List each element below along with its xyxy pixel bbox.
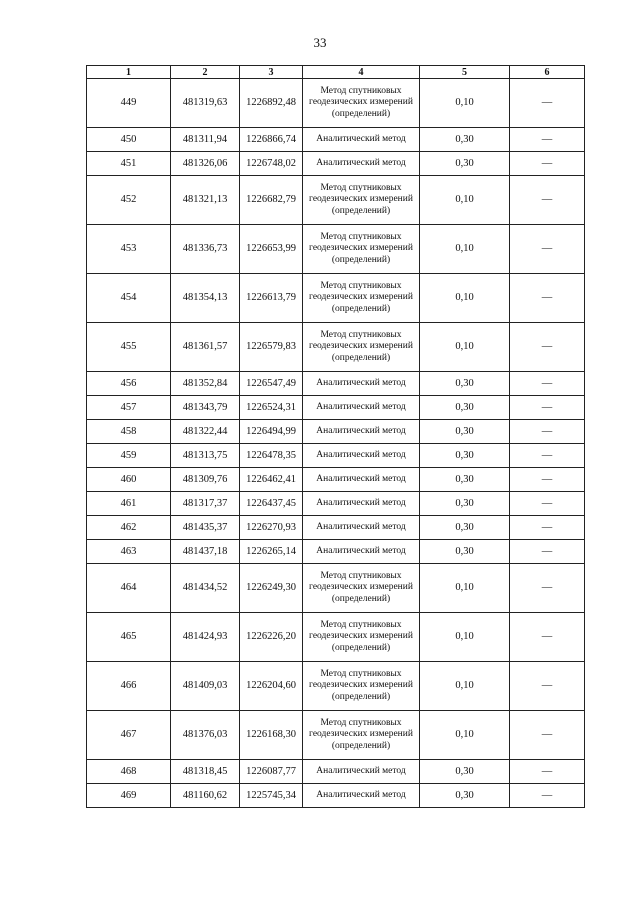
x-coordinate-cell: 481311,94 <box>171 128 240 152</box>
x-coordinate-cell: 481319,63 <box>171 79 240 128</box>
x-coordinate-cell: 481317,37 <box>171 492 240 516</box>
y-coordinate-cell: 1226249,30 <box>240 564 303 613</box>
note-cell <box>510 711 585 760</box>
y-coordinate-cell: 1226892,48 <box>240 79 303 128</box>
point-number-cell: 451 <box>87 152 171 176</box>
dash-mark: — <box>541 341 553 353</box>
column-header: 5 <box>420 66 510 79</box>
method-cell: Аналитический метод <box>303 420 420 444</box>
dash-mark: — <box>541 582 553 594</box>
point-number-cell: 454 <box>87 274 171 323</box>
x-coordinate-cell: 481326,06 <box>171 152 240 176</box>
y-coordinate-cell: 1226226,20 <box>240 613 303 662</box>
method-cell: Метод спутниковых геодезических измерений (определений) <box>303 79 420 128</box>
note-cell <box>510 516 585 540</box>
method-cell: Метод спутниковых геодезических измерений (определений) <box>303 564 420 613</box>
y-coordinate-cell: 1226547,49 <box>240 372 303 396</box>
table-row <box>87 372 585 396</box>
table-row <box>87 152 585 176</box>
method-cell: Аналитический метод <box>303 784 420 808</box>
table-row <box>87 468 585 492</box>
point-number-cell: 456 <box>87 372 171 396</box>
point-number-cell: 460 <box>87 468 171 492</box>
table-row <box>87 79 585 128</box>
y-coordinate-cell: 1226168,30 <box>240 711 303 760</box>
accuracy-cell: 0,30 <box>420 128 510 152</box>
note-cell <box>510 540 585 564</box>
table-row <box>87 564 585 613</box>
method-cell: Метод спутниковых геодезических измерений (определений) <box>303 613 420 662</box>
method-cell: Аналитический метод <box>303 468 420 492</box>
dash-mark: — <box>541 401 553 413</box>
method-cell: Аналитический метод <box>303 152 420 176</box>
method-cell: Метод спутниковых геодезических измерений (определений) <box>303 662 420 711</box>
point-number-cell: 450 <box>87 128 171 152</box>
x-coordinate-cell: 481424,93 <box>171 613 240 662</box>
page-number: 33 <box>313 35 327 50</box>
table-row <box>87 176 585 225</box>
y-coordinate-cell: 1226204,60 <box>240 662 303 711</box>
note-cell <box>510 396 585 420</box>
note-cell <box>510 444 585 468</box>
note-cell <box>510 176 585 225</box>
column-header: 1 <box>87 66 171 79</box>
table-row <box>87 225 585 274</box>
x-coordinate-cell: 481354,13 <box>171 274 240 323</box>
x-coordinate-cell: 481321,13 <box>171 176 240 225</box>
dash-mark: — <box>541 789 553 801</box>
x-coordinate-cell: 481376,03 <box>171 711 240 760</box>
y-coordinate-cell: 1226478,35 <box>240 444 303 468</box>
dash-mark: — <box>541 521 553 533</box>
table-row <box>87 540 585 564</box>
y-coordinate-cell: 1226087,77 <box>240 760 303 784</box>
y-coordinate-cell: 1226265,14 <box>240 540 303 564</box>
method-cell: Аналитический метод <box>303 372 420 396</box>
note-cell <box>510 79 585 128</box>
x-coordinate-cell: 481313,75 <box>171 444 240 468</box>
y-coordinate-cell: 1226524,31 <box>240 396 303 420</box>
method-cell: Метод спутниковых геодезических измерений (определений) <box>303 225 420 274</box>
table-row <box>87 516 585 540</box>
point-number-cell: 465 <box>87 613 171 662</box>
point-number-cell: 467 <box>87 711 171 760</box>
note-cell <box>510 225 585 274</box>
point-number-cell: 449 <box>87 79 171 128</box>
method-cell: Метод спутниковых геодезических измерений (определений) <box>303 711 420 760</box>
dash-mark: — <box>541 545 553 557</box>
table-row <box>87 613 585 662</box>
dash-mark: — <box>541 157 553 169</box>
point-number-cell: 461 <box>87 492 171 516</box>
table-row <box>87 711 585 760</box>
y-coordinate-cell: 1226494,99 <box>240 420 303 444</box>
column-header: 2 <box>171 66 240 79</box>
x-coordinate-cell: 481309,76 <box>171 468 240 492</box>
x-coordinate-cell: 481437,18 <box>171 540 240 564</box>
note-cell <box>510 372 585 396</box>
accuracy-cell: 0,10 <box>420 662 510 711</box>
method-cell: Аналитический метод <box>303 444 420 468</box>
y-coordinate-cell: 1225745,34 <box>240 784 303 808</box>
x-coordinate-cell: 481409,03 <box>171 662 240 711</box>
note-cell <box>510 613 585 662</box>
accuracy-cell: 0,30 <box>420 516 510 540</box>
dash-mark: — <box>541 377 553 389</box>
note-cell <box>510 492 585 516</box>
method-cell: Аналитический метод <box>303 760 420 784</box>
x-coordinate-cell: 481318,45 <box>171 760 240 784</box>
point-number-cell: 458 <box>87 420 171 444</box>
dash-mark: — <box>541 729 553 741</box>
method-cell: Аналитический метод <box>303 492 420 516</box>
accuracy-cell: 0,10 <box>420 176 510 225</box>
table-row <box>87 784 585 808</box>
note-cell <box>510 420 585 444</box>
column-header: 3 <box>240 66 303 79</box>
dash-mark: — <box>541 425 553 437</box>
dash-mark: — <box>541 765 553 777</box>
accuracy-cell: 0,10 <box>420 79 510 128</box>
x-coordinate-cell: 481352,84 <box>171 372 240 396</box>
dash-mark: — <box>541 680 553 692</box>
accuracy-cell: 0,10 <box>420 711 510 760</box>
point-number-cell: 463 <box>87 540 171 564</box>
column-header: 4 <box>303 66 420 79</box>
x-coordinate-cell: 481322,44 <box>171 420 240 444</box>
table-row <box>87 662 585 711</box>
dash-mark: — <box>541 497 553 509</box>
accuracy-cell: 0,10 <box>420 274 510 323</box>
x-coordinate-cell: 481336,73 <box>171 225 240 274</box>
point-number-cell: 457 <box>87 396 171 420</box>
dash-mark: — <box>541 194 553 206</box>
accuracy-cell: 0,10 <box>420 613 510 662</box>
note-cell <box>510 152 585 176</box>
y-coordinate-cell: 1226748,02 <box>240 152 303 176</box>
y-coordinate-cell: 1226866,74 <box>240 128 303 152</box>
point-number-cell: 462 <box>87 516 171 540</box>
dash-mark: — <box>541 243 553 255</box>
table-row <box>87 396 585 420</box>
accuracy-cell: 0,30 <box>420 444 510 468</box>
y-coordinate-cell: 1226270,93 <box>240 516 303 540</box>
table-row <box>87 492 585 516</box>
method-cell: Аналитический метод <box>303 128 420 152</box>
accuracy-cell: 0,10 <box>420 323 510 372</box>
accuracy-cell: 0,30 <box>420 468 510 492</box>
x-coordinate-cell: 481343,79 <box>171 396 240 420</box>
note-cell <box>510 760 585 784</box>
note-cell <box>510 468 585 492</box>
point-number-cell: 469 <box>87 784 171 808</box>
note-cell <box>510 662 585 711</box>
accuracy-cell: 0,30 <box>420 396 510 420</box>
accuracy-cell: 0,30 <box>420 784 510 808</box>
table-row <box>87 420 585 444</box>
y-coordinate-cell: 1226613,79 <box>240 274 303 323</box>
method-cell: Метод спутниковых геодезических измерений (определений) <box>303 274 420 323</box>
table-body <box>87 79 585 808</box>
coordinates-table <box>86 65 585 808</box>
y-coordinate-cell: 1226579,83 <box>240 323 303 372</box>
x-coordinate-cell: 481434,52 <box>171 564 240 613</box>
point-number-cell: 464 <box>87 564 171 613</box>
y-coordinate-cell: 1226653,99 <box>240 225 303 274</box>
x-coordinate-cell: 481160,62 <box>171 784 240 808</box>
dash-mark: — <box>541 473 553 485</box>
method-cell: Метод спутниковых геодезических измерений (определений) <box>303 176 420 225</box>
table-row <box>87 760 585 784</box>
accuracy-cell: 0,30 <box>420 152 510 176</box>
note-cell <box>510 128 585 152</box>
table-header-row <box>87 66 585 79</box>
note-cell <box>510 274 585 323</box>
column-header: 6 <box>510 66 585 79</box>
accuracy-cell: 0,10 <box>420 564 510 613</box>
note-cell <box>510 784 585 808</box>
point-number-cell: 468 <box>87 760 171 784</box>
table-row <box>87 274 585 323</box>
table-row <box>87 128 585 152</box>
dash-mark: — <box>541 631 553 643</box>
x-coordinate-cell: 481435,37 <box>171 516 240 540</box>
point-number-cell: 459 <box>87 444 171 468</box>
method-cell: Аналитический метод <box>303 540 420 564</box>
accuracy-cell: 0,30 <box>420 540 510 564</box>
y-coordinate-cell: 1226462,41 <box>240 468 303 492</box>
dash-mark: — <box>541 97 553 109</box>
method-cell: Аналитический метод <box>303 516 420 540</box>
note-cell <box>510 323 585 372</box>
x-coordinate-cell: 481361,57 <box>171 323 240 372</box>
point-number-cell: 452 <box>87 176 171 225</box>
note-cell <box>510 564 585 613</box>
accuracy-cell: 0,10 <box>420 225 510 274</box>
point-number-cell: 455 <box>87 323 171 372</box>
y-coordinate-cell: 1226437,45 <box>240 492 303 516</box>
y-coordinate-cell: 1226682,79 <box>240 176 303 225</box>
accuracy-cell: 0,30 <box>420 492 510 516</box>
point-number-cell: 466 <box>87 662 171 711</box>
dash-mark: — <box>541 133 553 145</box>
table-row <box>87 444 585 468</box>
accuracy-cell: 0,30 <box>420 372 510 396</box>
accuracy-cell: 0,30 <box>420 420 510 444</box>
table-row <box>87 323 585 372</box>
method-cell: Метод спутниковых геодезических измерений (определений) <box>303 323 420 372</box>
dash-mark: — <box>541 449 553 461</box>
method-cell: Аналитический метод <box>303 396 420 420</box>
dash-mark: — <box>541 292 553 304</box>
point-number-cell: 453 <box>87 225 171 274</box>
accuracy-cell: 0,30 <box>420 760 510 784</box>
